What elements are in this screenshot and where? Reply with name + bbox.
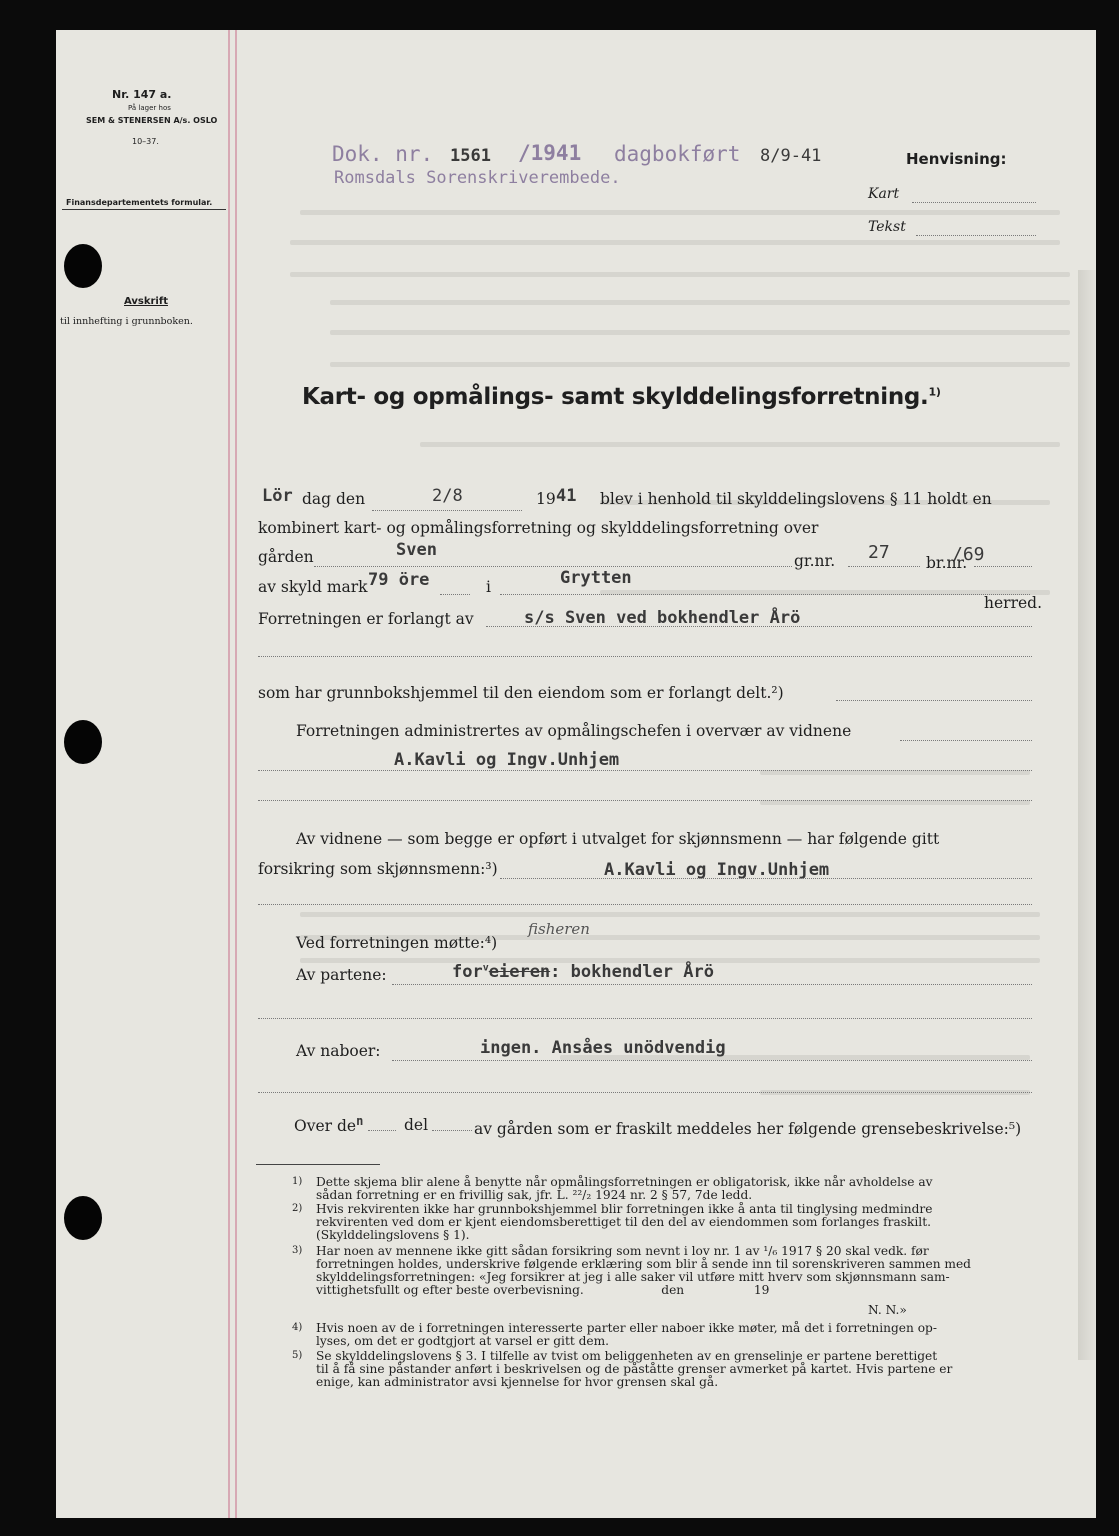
boundary-line: av gården som er fraskilt meddeles her følgende grensebeskrivelse:⁵) (474, 1120, 1022, 1138)
footnote-line: Hvis rekvirenten ikke har grunnbokshjemmel blir forretningen ikke å anta til tinglysing medmindre (316, 1202, 933, 1216)
oath-names: A.Kavli og Ingv.Unhjem (604, 860, 830, 880)
footnote-line: Dette skjema blir alene å benytte når opmålingsforretningen er obligatorisk, ikke når avholdelse av (316, 1175, 933, 1189)
footnote-line: lyses, om det er godtgjort at varsel er gitt dem. (316, 1334, 610, 1348)
herred-label: herred. (984, 594, 1042, 612)
margin-rule (228, 30, 230, 1518)
oath-label: forsikring som skjønnsmenn:³) (258, 860, 498, 878)
footnote-line: forretningen holdes, underskrive følgende erklæring som blir å sende inn til sorenskriveren sammen med (316, 1257, 971, 1271)
attended-label: Ved forretningen møtte:⁴) (296, 934, 498, 952)
footnote-number: 1) (292, 1176, 303, 1187)
footnote-line: enige, kan administrator avsi kjennelse for hvor grensen skal gå. (316, 1375, 719, 1389)
printer-name: SEM & STENERSEN A/s. OSLO (86, 116, 218, 125)
brnr-value: /69 (952, 544, 985, 565)
registered-date: 8/9-41 (760, 146, 822, 166)
form-title: Kart- og opmålings- samt skylddelingsforretning.$^{1)}$ (302, 384, 941, 410)
document-number: 1561 (450, 146, 491, 166)
punch-hole (64, 720, 102, 764)
oath-line1: Av vidnene — som begge er opført i utvalget for skjønnsmenn — har følgende gitt (296, 830, 940, 848)
copy-title: Avskrift (124, 296, 168, 307)
parties-label: Av partene: (296, 966, 387, 984)
parties-value: for$^v$eieren: bokhendler Årö (452, 962, 714, 982)
brnr-label: br.nr. (926, 554, 968, 572)
year-prefix: 19 (536, 490, 556, 508)
footnote-number: 4) (292, 1322, 303, 1333)
over-label: Over $de^n$ (294, 1114, 364, 1136)
del-label: del (404, 1116, 429, 1134)
footnote-rule (256, 1164, 380, 1165)
form-owner: Finansdepartementets formular. (66, 198, 213, 207)
year-suffix: 41 (556, 486, 577, 506)
neighbours-label: Av naboer: (296, 1042, 381, 1060)
stamp-office: Romsdals Sorenskriverembede. (334, 168, 621, 188)
footnote-line: rekvirenten ved dom er kjent eiendomsberettiget til den del av eiendommen som forlanges fraskilt. (316, 1215, 931, 1229)
footnote-line: vittighetsfullt og efter beste overbevisning. den 19 (316, 1283, 770, 1297)
footnote-line: til å få sine påstander anført i beskrivelsen og de påståtte grenser avmerket på kartet. Hvis partene er (316, 1362, 953, 1376)
witnesses: A.Kavli og Ingv.Unhjem (394, 750, 620, 770)
tax-label: av skyld mark (258, 578, 368, 596)
weekday: Lör (262, 486, 293, 506)
footnote-number: 3) (292, 1245, 303, 1256)
requested-label: Forretningen er forlangt av (258, 610, 474, 628)
footnote-line: Hvis noen av de i forretningen interesserte parter eller naboer ikke møter, må det i forretningen op- (316, 1321, 937, 1335)
grnr-value: 27 (868, 542, 890, 563)
page-edge-shadow (1078, 270, 1096, 1360)
printer-date: 10–37. (132, 137, 159, 146)
footnote-line: Har noen av mennene ikke gitt sådan forsikring som nevnt i lov nr. 1 av ¹/₆ 1917 § 20 skal vedk. før (316, 1244, 929, 1258)
stamp-dok-label: Dok. nr. (332, 142, 434, 166)
reference-heading: Henvisning: (906, 150, 1007, 168)
date: 2/8 (432, 486, 463, 506)
footnote-line: (Skylddelingslovens § 1). (316, 1228, 470, 1242)
reference-map-label: Kart (868, 186, 900, 202)
copy-subtitle: til innhefting i grunnboken. (60, 316, 193, 327)
dag-den-label: dag den (302, 490, 366, 508)
admin-line: Forretningen administrertes av opmålingschefen i overvær av vidnene (296, 722, 852, 740)
divider (62, 209, 226, 210)
grnr-label: gr.nr. (794, 552, 836, 570)
form-number: Nr. 147 a. (112, 88, 172, 101)
printer-line: På lager hos (128, 104, 171, 112)
reference-map-field[interactable] (912, 202, 1036, 203)
requested-by: s/s Sven ved bokhendler Årö (524, 608, 801, 628)
footnote-number: 2) (292, 1203, 303, 1214)
stamp-year: /1941 (518, 141, 582, 165)
footnote-number: 5) (292, 1350, 303, 1361)
line2-text: kombinert kart- og opmålingsforretning og skylddelingsforretning over (258, 519, 819, 537)
in-label: i (486, 578, 491, 596)
punch-hole (64, 1196, 102, 1240)
stamp-registered-label: dagbokført (614, 142, 741, 166)
farm-label: gården (258, 548, 314, 566)
footnote-line: N. N.» (868, 1303, 907, 1317)
footnote-line: Se skylddelingslovens § 3. I tilfelle av tvist om beliggenheten av en grenselinje er partene berettiget (316, 1349, 938, 1363)
reference-text-label: Tekst (868, 219, 906, 235)
neighbours-value: ingen. Ansåes unödvendig (480, 1038, 726, 1058)
title-line: som har grunnbokshjemmel til den eiendom som er forlangt delt.²) (258, 684, 784, 702)
municipality: Grytten (560, 568, 632, 588)
punch-hole (64, 244, 102, 288)
footnote-line: sådan forretning er en frivillig sak, jfr. L. ²²/₂ 1924 nr. 2 § 57, 7de ledd. (316, 1188, 753, 1202)
footnote-line: skylddelingsforretningen: «Jeg forsikrer at jeg i alle saker vil utføre mitt hverv som skjønnsmann sam- (316, 1270, 950, 1284)
reference-text-field[interactable] (916, 235, 1036, 236)
margin-rule (235, 30, 237, 1518)
tax-value: 79 öre (368, 570, 430, 590)
attended-handwritten: fisheren (528, 920, 590, 938)
farm-value: Sven (396, 540, 437, 560)
line1-text: blev i henhold til skylddelingslovens § 11 holdt en (600, 490, 992, 508)
